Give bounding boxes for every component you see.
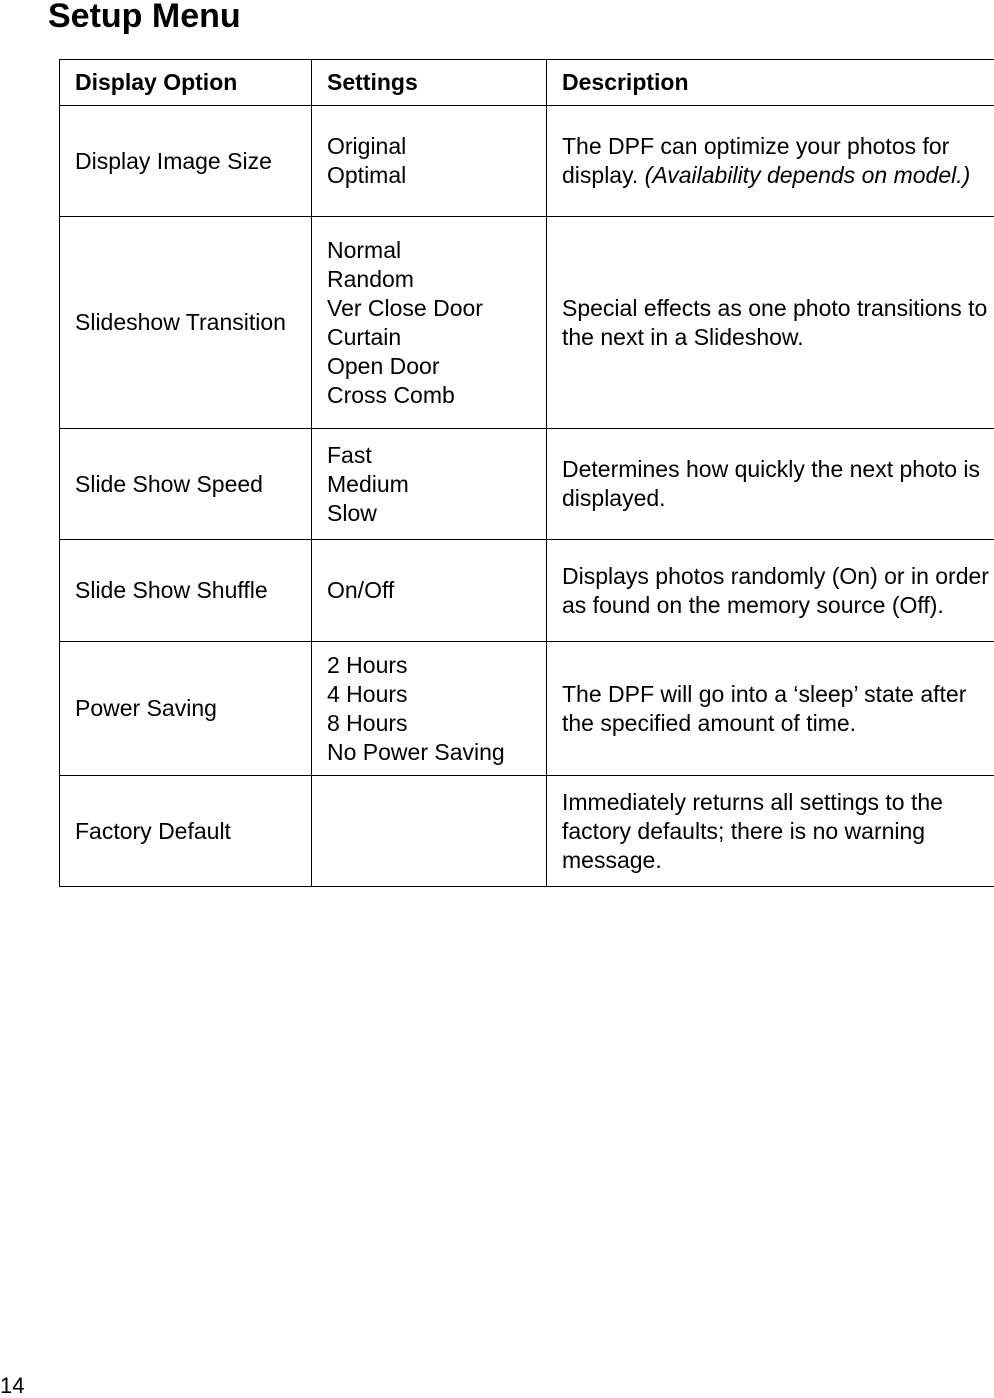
description-cell xyxy=(547,106,994,217)
table-row xyxy=(60,540,994,642)
description-text: The DPF can optimize your photos for display. xyxy=(562,133,949,188)
header-description: Description xyxy=(547,60,994,106)
setting-value: Fast xyxy=(327,441,542,470)
settings-cell xyxy=(312,429,547,540)
description-cell: Determines how quickly the next photo is displayed. xyxy=(547,429,994,540)
setting-value: Original xyxy=(327,132,542,161)
settings-cell xyxy=(312,642,547,776)
description-note: (Availability depends on model.) xyxy=(645,162,971,188)
settings-cell xyxy=(312,217,547,429)
header-display-option: Display Option xyxy=(60,60,312,106)
page-number: 14 xyxy=(0,1374,24,1398)
setting-value: Optimal xyxy=(327,161,542,190)
description-cell: Special effects as one photo transitions to the next in a Slideshow. xyxy=(547,217,994,429)
table-row xyxy=(60,776,994,887)
setting-value: 8 Hours xyxy=(327,709,542,738)
settings-cell xyxy=(312,106,547,217)
settings-cell xyxy=(312,776,547,887)
setting-value: Ver Close Door xyxy=(327,294,542,323)
table-row xyxy=(60,642,994,776)
option-cell: Slide Show Shuffle xyxy=(60,540,312,642)
table-row xyxy=(60,106,994,217)
description-cell: Displays photos randomly (On) or in order as found on the memory source (Off). xyxy=(547,540,994,642)
setting-value: Medium xyxy=(327,470,542,499)
table-header-row xyxy=(60,60,994,106)
header-settings: Settings xyxy=(312,60,547,106)
setting-value: 4 Hours xyxy=(327,680,542,709)
setting-value: Slow xyxy=(327,499,542,528)
option-cell: Slideshow Transition xyxy=(60,217,312,429)
setting-value: Cross Comb xyxy=(327,381,542,410)
setting-value: No Power Saving xyxy=(327,738,542,767)
setting-value: Open Door xyxy=(327,352,542,381)
setting-value: On/Off xyxy=(327,576,542,605)
table-row xyxy=(60,217,994,429)
setting-value: Random xyxy=(327,265,542,294)
setting-value: Curtain xyxy=(327,323,542,352)
setup-menu-table xyxy=(59,59,994,887)
option-cell: Factory Default xyxy=(60,776,312,887)
setting-value: 2 Hours xyxy=(327,651,542,680)
setting-value: Normal xyxy=(327,236,542,265)
description-cell: Immediately returns all settings to the factory defaults; there is no warning message. xyxy=(547,776,994,887)
option-cell: Power Saving xyxy=(60,642,312,776)
settings-cell xyxy=(312,540,547,642)
page-title: Setup Menu xyxy=(48,0,241,36)
description-cell: The DPF will go into a ‘sleep’ state after the specified amount of time. xyxy=(547,642,994,776)
option-cell: Display Image Size xyxy=(60,106,312,217)
option-cell: Slide Show Speed xyxy=(60,429,312,540)
table-row xyxy=(60,429,994,540)
